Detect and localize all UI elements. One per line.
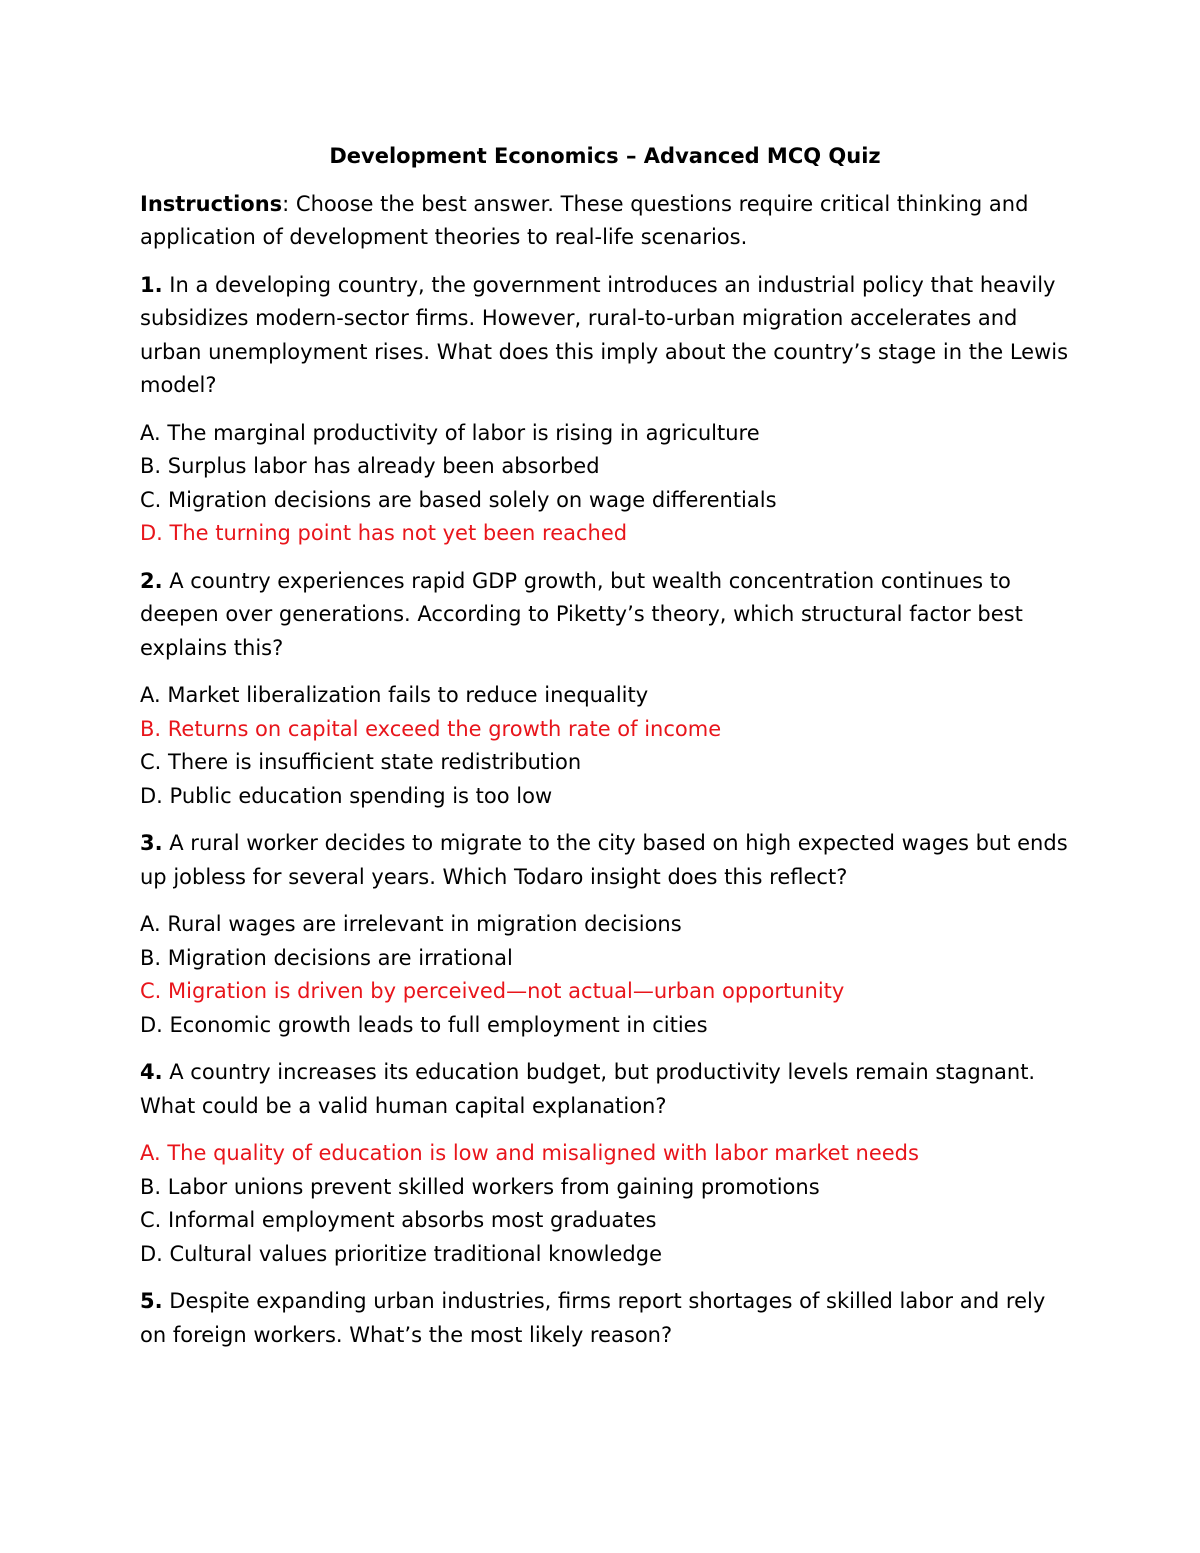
- question-number: 2.: [140, 568, 163, 593]
- option-3c: C. Migration is driven by perceived—not actual—urban opportunity: [140, 979, 845, 1003]
- option-4d: D. Cultural values prioritize traditional knowledge: [140, 1241, 662, 1266]
- option-4a: A. The quality of education is low and misaligned with labor market needs: [140, 1141, 919, 1165]
- option-4c: C. Informal employment absorbs most graduates: [140, 1208, 657, 1232]
- option-1a: A. The marginal productivity of labor is rising in agriculture: [140, 420, 760, 445]
- document-page: [140, 140, 1070, 1366]
- question-3: [140, 827, 1070, 894]
- instructions-text: : Choose the best answer. These questions require critical thinking and application of development theories to real-life scenarios.: [140, 191, 1029, 249]
- options-2: [140, 679, 1070, 813]
- question-number: 1.: [140, 272, 163, 297]
- question-number: 5.: [140, 1289, 163, 1313]
- option-3b: B. Migration decisions are irrational: [140, 945, 513, 970]
- instructions: [140, 188, 1070, 255]
- option-4b: B. Labor unions prevent skilled workers from gaining promotions: [140, 1174, 820, 1199]
- document-title: Development Economics – Advanced MCQ Quiz: [329, 144, 881, 168]
- question-4: [140, 1056, 1070, 1123]
- question-text: A rural worker decides to migrate to the city based on high expected wages but ends up jobless for several years. Which Todaro insight does this reflect?: [140, 831, 1068, 889]
- question-number: 3.: [140, 831, 163, 855]
- question-text: A country experiences rapid GDP growth, but wealth concentration continues to deepen over generations. According to Piketty’s theory, which structural factor best explains this?: [140, 568, 1023, 660]
- options-3: [140, 908, 1070, 1042]
- instructions-label: Instructions: [140, 191, 283, 216]
- option-2b: B. Returns on capital exceed the growth rate of income: [140, 716, 722, 741]
- option-3d: D. Economic growth leads to full employment in cities: [140, 1012, 708, 1037]
- option-1b: B. Surplus labor has already been absorbed: [140, 454, 600, 478]
- option-2d: D. Public education spending is too low: [140, 783, 553, 808]
- question-2: [140, 565, 1070, 666]
- question-text: In a developing country, the government introduces an industrial policy that heavily subsidizes modern-sector firms. However, rural-to-urban migration accelerates and urban unemployment rises. What does this imply about the country’s stage in the Lewis model?: [140, 272, 1069, 397]
- option-1c: C. Migration decisions are based solely on wage differentials: [140, 487, 777, 512]
- options-1: [140, 417, 1070, 551]
- option-2a: A. Market liberalization fails to reduce inequality: [140, 683, 649, 707]
- question-number: 4.: [140, 1060, 163, 1084]
- question-text: Despite expanding urban industries, firms report shortages of skilled labor and rely on foreign workers. What’s the most likely reason?: [140, 1289, 1046, 1347]
- option-2c: C. There is insufficient state redistribution: [140, 750, 582, 774]
- option-1d: D. The turning point has not yet been reached: [140, 521, 628, 545]
- question-1: [140, 269, 1070, 403]
- options-4: [140, 1137, 1070, 1271]
- option-3a: A. Rural wages are irrelevant in migration decisions: [140, 912, 682, 936]
- question-text: A country increases its education budget, but productivity levels remain stagnant. What could be a valid human capital explanation?: [140, 1060, 1036, 1118]
- question-5: [140, 1285, 1070, 1352]
